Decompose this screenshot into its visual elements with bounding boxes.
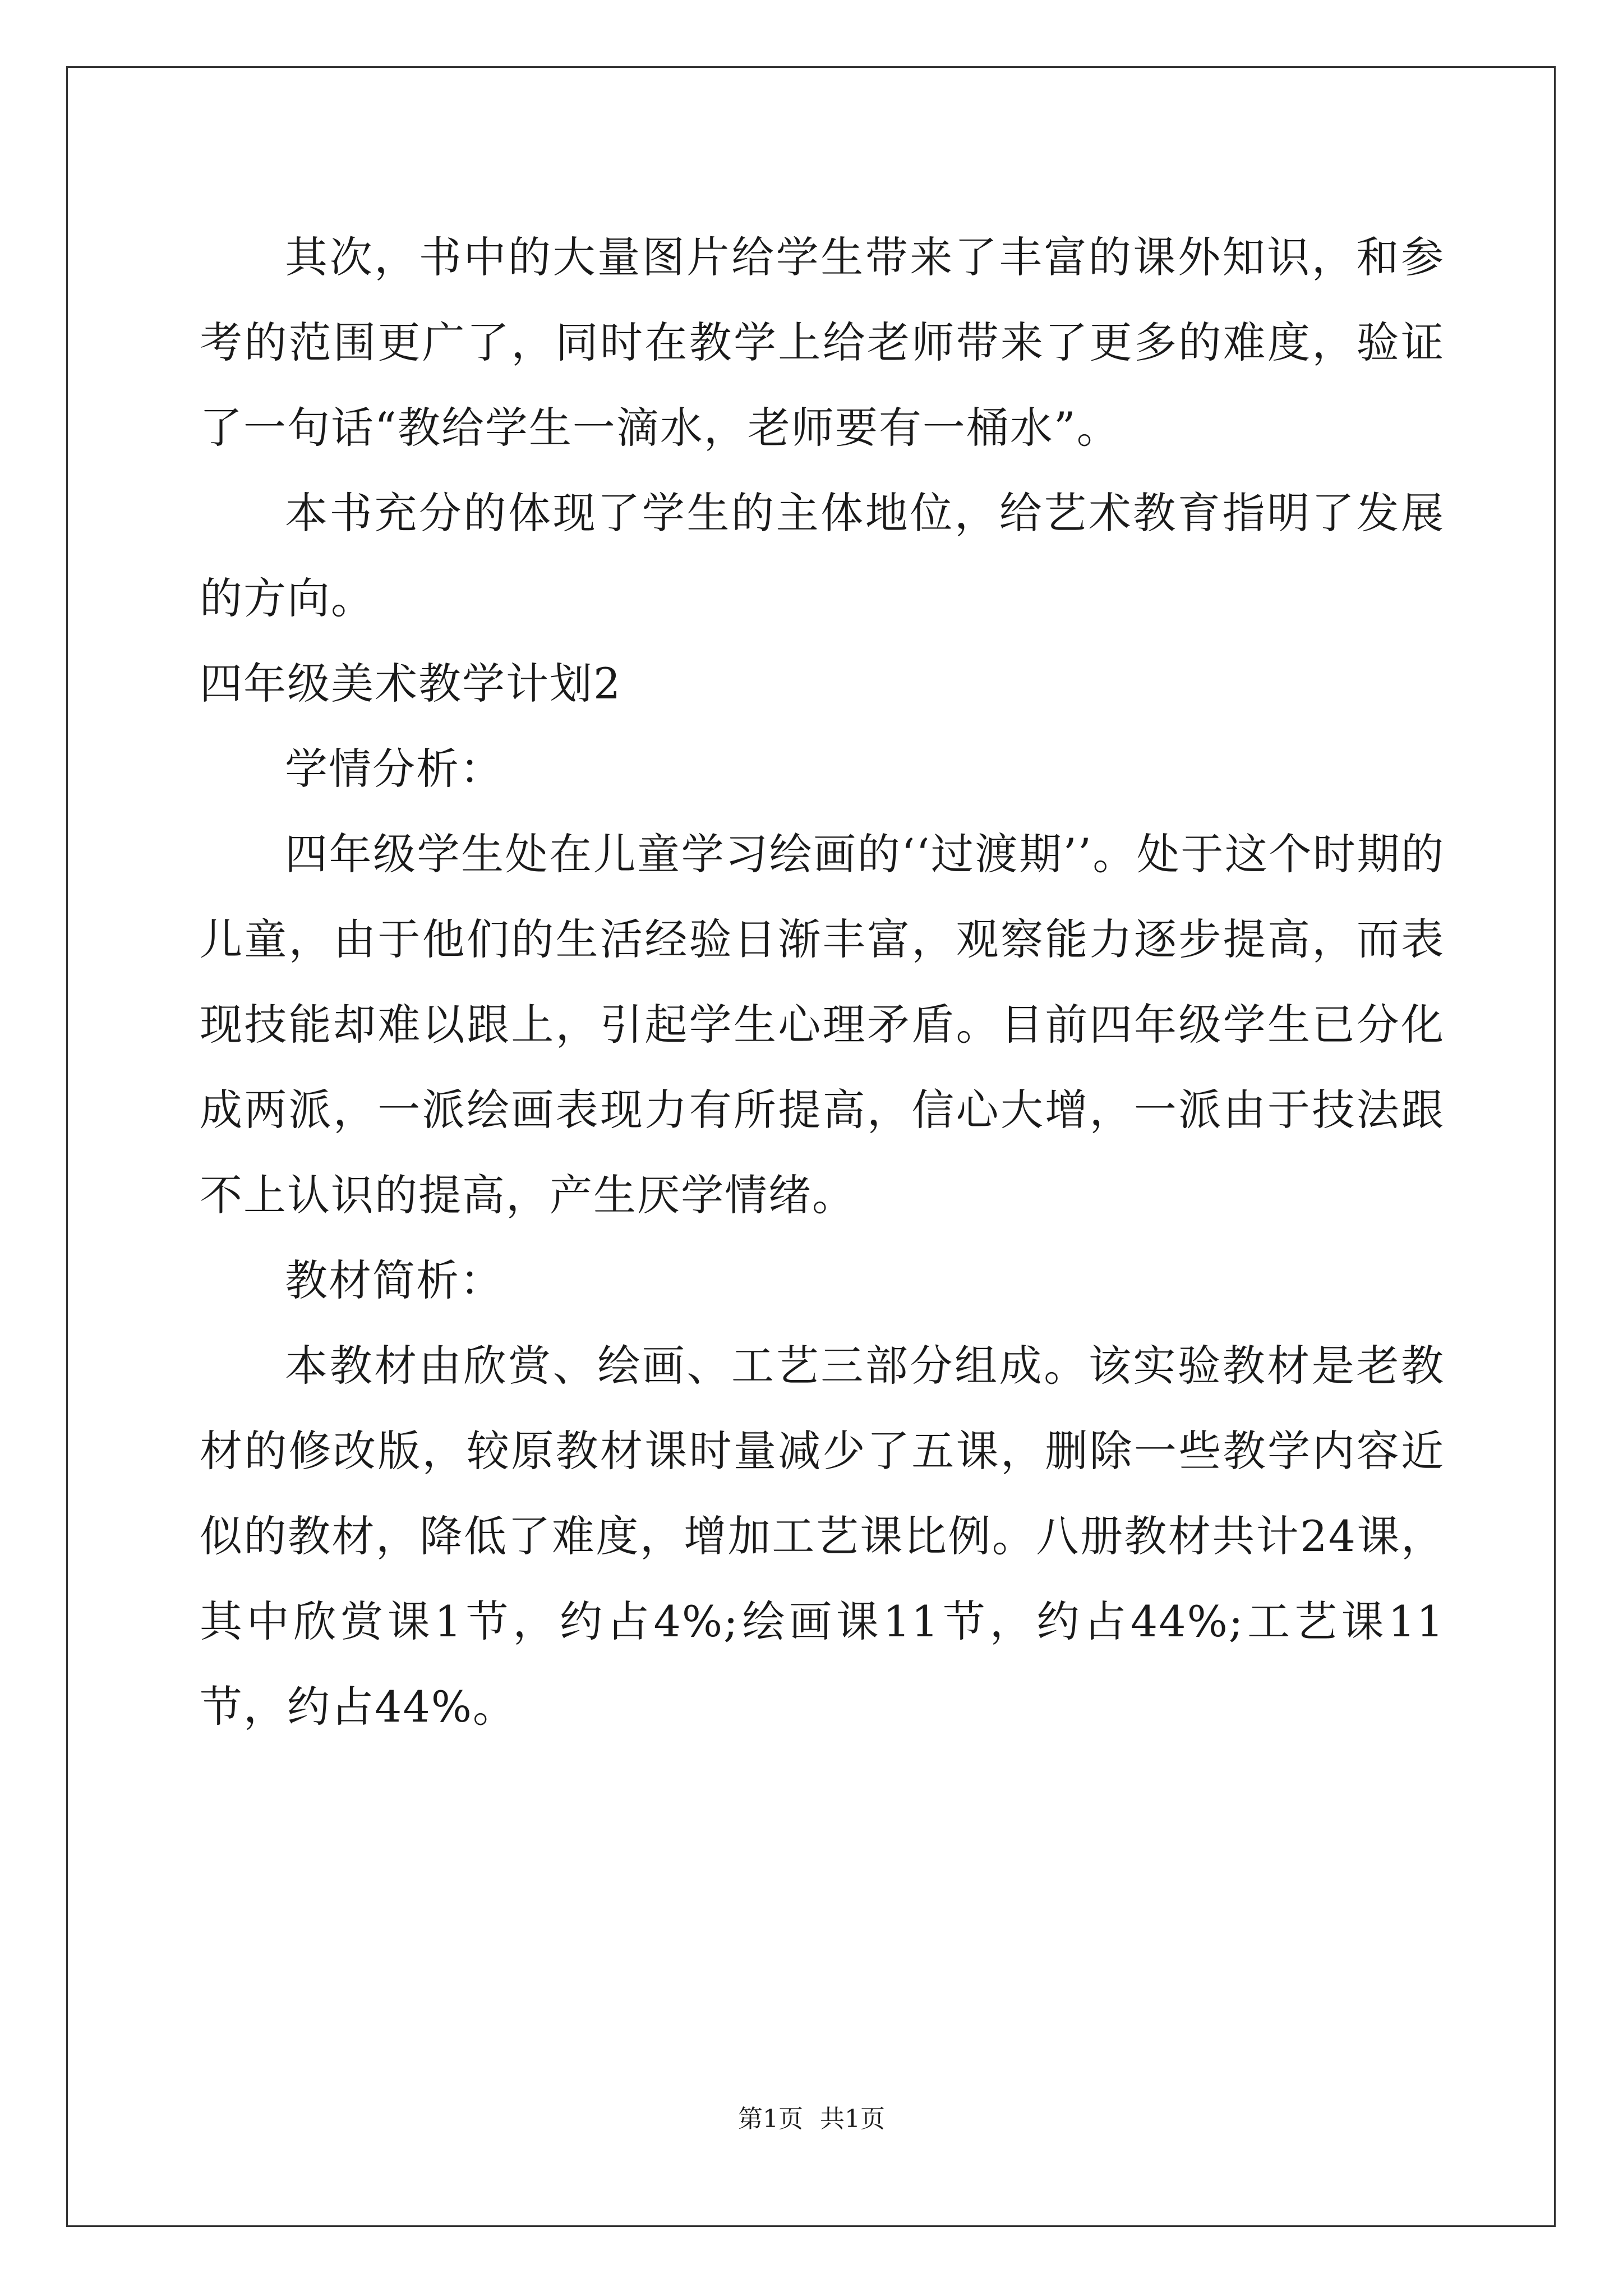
section-title: 四年级美术教学计划2 [200,659,622,708]
subsection-label-analysis: 学情分析： [285,744,504,794]
paragraph-images: 其次，书中的大量图片给学生带来了丰富的课外知识，和参考的范围更广了，同时在教学上给老师带来了更多的难度，验证了一句话“教给学生一滴水，老师要有一桶水”。 [200,232,1445,453]
paragraph-analysis: 四年级学生处在儿童学习绘画的‘‘过渡期’’。处于这个时期的儿童，由于他们的生活经验日渐丰富，观察能力逐步提高，而表现技能却难以跟上，引起学生心理矛盾。目前四年级学生已分化成两派，一派绘画表现力有所提高，信心大增，一派由于技法跟不上认识的提高，产生厌学情绪。 [200,829,1445,1220]
page-footer [0,2102,1623,2136]
page-total: 共1页 [820,2105,885,2133]
page-number: 第1页 [738,2105,803,2133]
paragraph-textbook: 本教材由欣赏、绘画、工艺三部分组成。该实验教材是老教材的修改版，较原教材课时量减少了五课，删除一些教学内容近似的教材，降低了难度，增加工艺课比例。八册教材共计24课，其中欣赏课1节，约占4%;绘画课11节，约占44%;工艺课11节，约占44%。 [200,1341,1445,1732]
document-body [200,215,1445,1750]
paragraph-student-subject: 本书充分的体现了学生的主体地位，给艺术教育指明了发展的方向。 [200,488,1445,623]
subsection-label-textbook: 教材简析： [285,1255,504,1305]
